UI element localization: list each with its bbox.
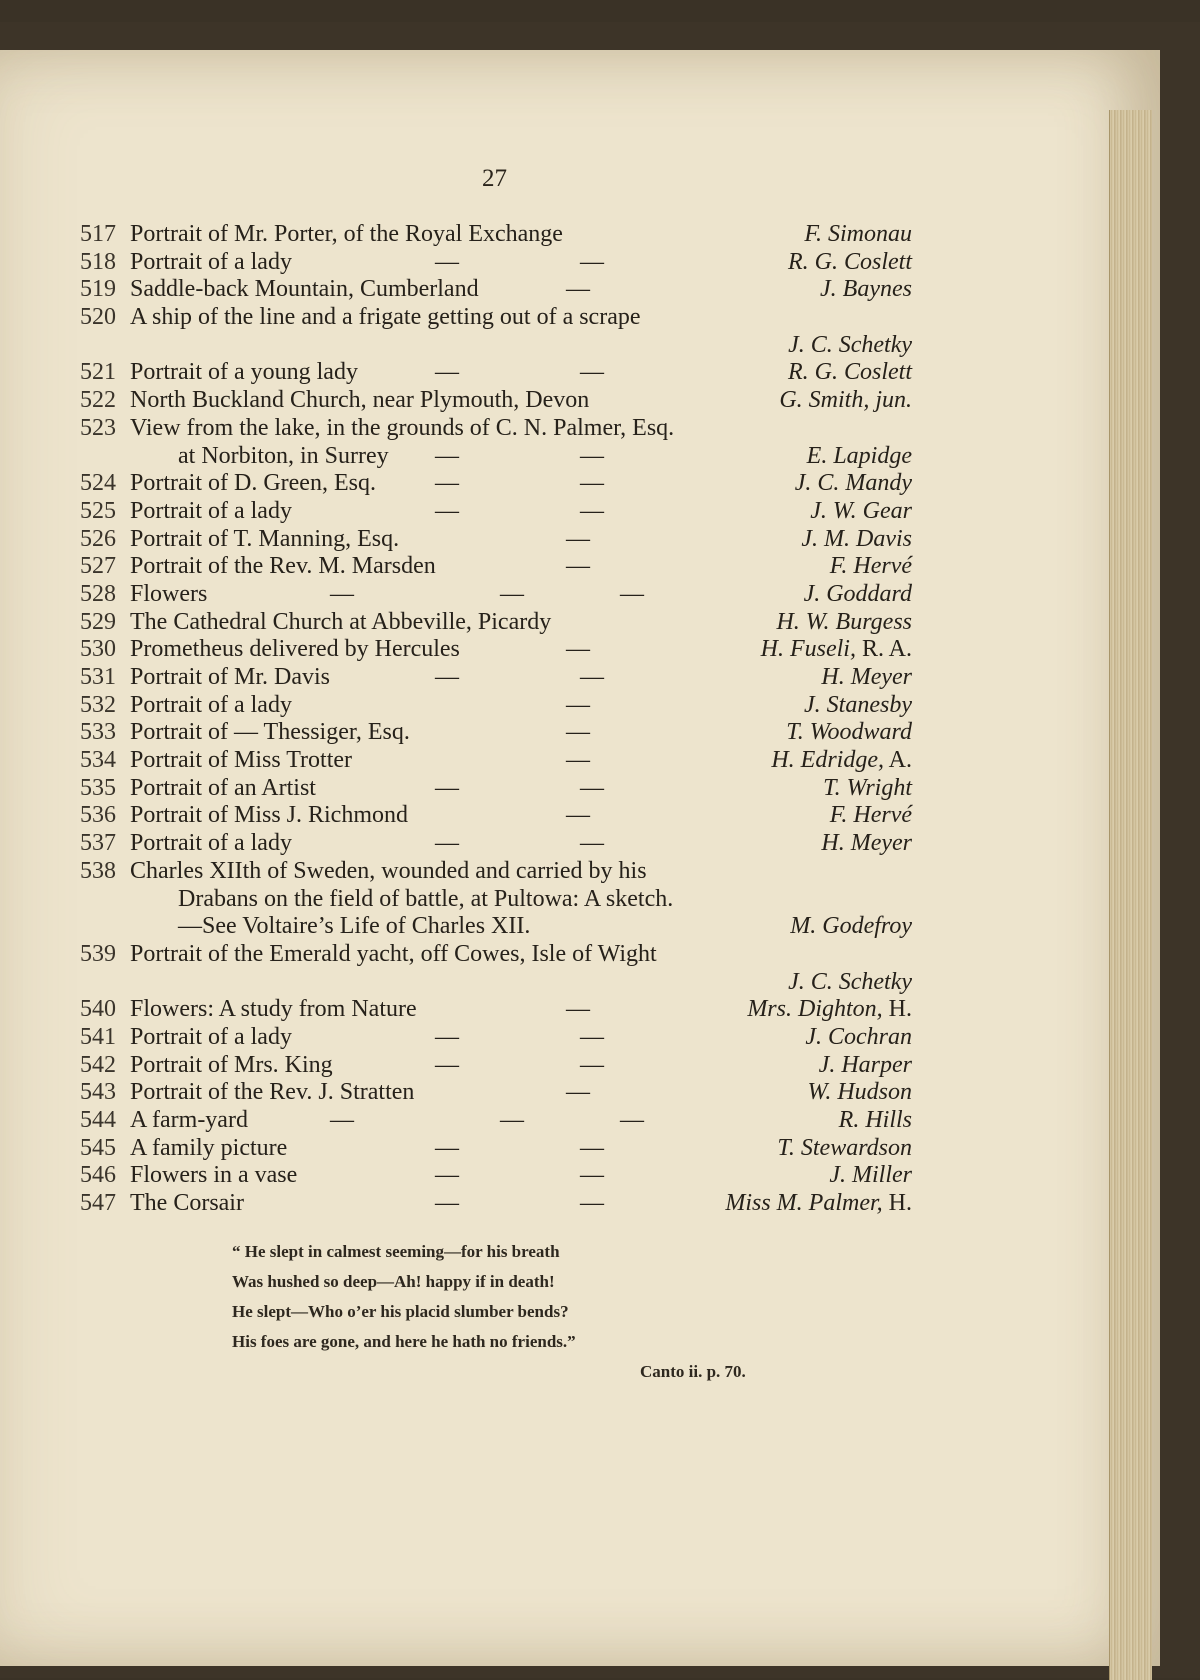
entry-line xyxy=(80,747,912,775)
artist-name-text: Miss M. Palmer, xyxy=(725,1190,883,1217)
entry-number: 518 xyxy=(80,248,116,275)
catalogue-entry xyxy=(80,802,912,830)
entry-line xyxy=(80,941,912,969)
quotation-source: Canto ii. p. 70. xyxy=(640,1362,746,1381)
entry-line xyxy=(80,830,912,858)
catalogue-entry xyxy=(80,1024,912,1052)
leader-dash: — xyxy=(620,1107,644,1133)
entry-number: 543 xyxy=(80,1079,116,1106)
catalogue-entry xyxy=(80,636,912,664)
entry-title: Flowers: A study from Nature xyxy=(130,996,417,1023)
artist-name-text: E. Lapidge xyxy=(806,442,912,469)
artist-name xyxy=(747,996,912,1024)
catalogue-entry xyxy=(80,941,912,996)
catalogue-entry xyxy=(80,858,912,941)
artist-name xyxy=(795,470,912,498)
entry-line xyxy=(80,1190,912,1218)
entry-number: 537 xyxy=(80,830,116,857)
entry-title: Charles XIIth of Sweden, wounded and carried by his xyxy=(130,857,647,884)
artist-name xyxy=(804,221,912,249)
entry-title: North Buckland Church, near Plymouth, Devon xyxy=(130,387,590,414)
catalogue-entry xyxy=(80,359,912,387)
entry-title: Flowers xyxy=(130,580,208,607)
leader-dash: — xyxy=(566,553,590,580)
artist-name xyxy=(821,830,912,858)
artist-name xyxy=(829,1162,912,1190)
leader-dash: — xyxy=(580,1134,604,1161)
leader-dash: — xyxy=(580,664,604,690)
artist-name-text: T. Stewardson xyxy=(777,1134,912,1161)
catalogue-entry xyxy=(80,1135,912,1163)
artist-name-text: M. Godefroy xyxy=(790,913,912,940)
leader-dash: — xyxy=(580,497,604,524)
entry-line xyxy=(80,276,912,304)
catalogue-entry xyxy=(80,221,912,249)
leader-dash: — xyxy=(435,442,459,469)
leader-dash: — xyxy=(435,774,459,801)
artist-name xyxy=(779,387,912,415)
leader-dash: — xyxy=(330,580,354,607)
entry-number: 536 xyxy=(80,802,116,829)
leader-dash: — xyxy=(580,830,604,857)
catalogue-entry xyxy=(80,249,912,277)
entry-number: 519 xyxy=(80,276,116,303)
entry-title: Portrait of a lady xyxy=(130,248,292,275)
catalogue-entry xyxy=(80,830,912,858)
artist-name xyxy=(804,692,912,720)
quote-line: “ He slept in calmest seeming—for his breath xyxy=(232,1242,560,1261)
entry-title: The Cathedral Church at Abbeville, Picardy xyxy=(130,608,552,635)
leader-dash: — xyxy=(500,1107,524,1133)
catalogue-entry xyxy=(80,387,912,415)
entry-number: 531 xyxy=(80,664,116,690)
entry-line xyxy=(80,526,912,554)
entry-line xyxy=(80,913,912,941)
entry-number: 530 xyxy=(80,636,116,663)
artist-title-suffix: R. A. xyxy=(855,636,912,663)
entry-number: 538 xyxy=(80,857,116,884)
entry-number: 541 xyxy=(80,1023,116,1050)
catalogue-entry xyxy=(80,1162,912,1190)
entry-line xyxy=(80,415,912,443)
leader-dash: — xyxy=(566,747,590,774)
entry-number: 527 xyxy=(80,553,116,580)
entry-line xyxy=(80,1107,912,1135)
artist-name-text: J. Stanesby xyxy=(804,691,912,718)
leader-dash: — xyxy=(435,830,459,857)
artist-name-text: T. Woodward xyxy=(786,719,912,746)
entry-title: A farm-yard xyxy=(130,1107,248,1133)
entry-line xyxy=(80,498,912,526)
leader-dash: — xyxy=(566,525,590,552)
entry-title: Saddle-back Mountain, Cumberland xyxy=(130,276,479,303)
entry-title: Portrait of Miss J. Richmond xyxy=(130,802,409,829)
entry-title: The Corsair xyxy=(130,1190,244,1217)
catalogue-entry xyxy=(80,1190,912,1218)
artist-name xyxy=(786,719,912,747)
entry-line xyxy=(80,332,912,360)
catalogue-entry xyxy=(80,553,912,581)
entry-line xyxy=(80,581,912,609)
leader-dash: — xyxy=(580,470,604,497)
entry-title: A ship of the line and a frigate getting out of a scrape xyxy=(130,304,641,331)
entry-line xyxy=(80,304,912,332)
entry-line xyxy=(80,996,912,1024)
page-number: 27 xyxy=(482,165,507,192)
catalogue-entry xyxy=(80,415,912,470)
entry-title: Portrait of a lady xyxy=(130,1023,292,1050)
quote-line: His foes are gone, and here he hath no friends.” xyxy=(232,1332,576,1351)
entry-line xyxy=(80,692,912,720)
entry-title: at Norbiton, in Surrey xyxy=(178,442,389,469)
artist-name xyxy=(761,636,912,664)
entry-number: 520 xyxy=(80,304,116,331)
artist-name xyxy=(771,747,912,775)
page xyxy=(0,50,1160,1666)
artist-name-text: R. G. Coslett xyxy=(788,248,912,275)
artist-name-text: J. C. Schetky xyxy=(788,968,912,995)
artist-name xyxy=(821,664,912,692)
leader-dash: — xyxy=(580,1051,604,1078)
leader-dash: — xyxy=(435,248,459,275)
entry-number: 522 xyxy=(80,387,116,414)
leader-dash: — xyxy=(566,1079,590,1106)
entry-number: 534 xyxy=(80,747,116,774)
entry-number: 545 xyxy=(80,1134,116,1161)
leader-dash: — xyxy=(566,802,590,829)
entry-number: 517 xyxy=(80,221,116,247)
artist-name-text: R. Hills xyxy=(838,1107,912,1133)
entry-number: 546 xyxy=(80,1162,116,1189)
artist-name-text: T. Wright xyxy=(823,774,912,801)
entry-title: Portrait of D. Green, Esq. xyxy=(130,470,376,497)
entry-number: 539 xyxy=(80,940,116,967)
catalogue-entry xyxy=(80,719,912,747)
entry-line xyxy=(80,719,912,747)
leader-dash: — xyxy=(580,248,604,275)
leader-dash: — xyxy=(580,1023,604,1050)
leader-dash: — xyxy=(500,580,524,607)
entry-number: 533 xyxy=(80,719,116,746)
catalogue-entry xyxy=(80,581,912,609)
catalogue-entry xyxy=(80,304,912,359)
book-background xyxy=(0,22,1200,1678)
catalogue-entry xyxy=(80,609,912,637)
artist-name-text: Mrs. Dighton, xyxy=(747,996,883,1023)
entry-line xyxy=(80,609,912,637)
artist-name-text: J. W. Gear xyxy=(810,497,912,524)
artist-name xyxy=(805,1024,912,1052)
entry-title: Portrait of Miss Trotter xyxy=(130,747,353,774)
artist-title-suffix: H. xyxy=(882,996,912,1023)
leader-dash: — xyxy=(580,774,604,801)
entry-number: 523 xyxy=(80,414,116,441)
artist-name xyxy=(777,1135,912,1163)
artist-name xyxy=(807,443,912,471)
catalogue-entry xyxy=(80,1107,912,1135)
leader-dash: — xyxy=(580,359,604,386)
artist-name-text: J. Goddard xyxy=(803,580,912,607)
entry-line xyxy=(80,359,912,387)
artist-name xyxy=(725,1190,912,1218)
entry-line xyxy=(80,802,912,830)
leader-dash: — xyxy=(620,580,644,607)
entry-line xyxy=(80,443,912,471)
entry-line xyxy=(80,1135,912,1163)
artist-name xyxy=(790,913,912,941)
catalogue-entry xyxy=(80,1079,912,1107)
leader-dash: — xyxy=(435,1162,459,1189)
leader-dash: — xyxy=(435,497,459,524)
entry-title: Portrait of Mr. Davis xyxy=(130,664,330,690)
entry-title: Drabans on the field of battle, at Pultowa: A sketch. xyxy=(178,885,674,912)
entry-number: 526 xyxy=(80,525,116,552)
catalogue-entry xyxy=(80,747,912,775)
artist-name-text: H. Edridge, xyxy=(771,747,884,774)
entry-number: 544 xyxy=(80,1107,116,1133)
entry-title: A family picture xyxy=(130,1134,288,1161)
entry-number: 524 xyxy=(80,470,116,497)
entry-title: Portrait of a young lady xyxy=(130,359,358,386)
entry-line xyxy=(80,664,912,692)
leader-dash: — xyxy=(435,1051,459,1078)
entry-title: Portrait of a lady xyxy=(130,497,292,524)
artist-name-text: H. W. Burgess xyxy=(776,608,912,635)
entry-line xyxy=(80,249,912,277)
leader-dash: — xyxy=(566,719,590,746)
entry-title: Portrait of the Rev. M. Marsden xyxy=(130,553,436,580)
artist-name-text: F. Hervé xyxy=(829,553,912,580)
leader-dash: — xyxy=(580,1190,604,1217)
entry-number: 529 xyxy=(80,608,116,635)
artist-name xyxy=(810,498,912,526)
entry-number: 521 xyxy=(80,359,116,386)
catalogue-entry xyxy=(80,276,912,304)
entry-line xyxy=(80,858,912,886)
artist-title-suffix: A. xyxy=(883,747,912,774)
artist-name-text: R. G. Coslett xyxy=(788,359,912,386)
entry-title: Portrait of an Artist xyxy=(130,774,316,801)
artist-name-text: W. Hudson xyxy=(807,1079,912,1106)
catalogue-entry xyxy=(80,775,912,803)
artist-name-text: H. Meyer xyxy=(821,830,912,857)
entry-line xyxy=(80,1052,912,1080)
artist-name xyxy=(830,802,912,830)
artist-name xyxy=(819,1052,912,1080)
entry-number: 535 xyxy=(80,774,116,801)
artist-name xyxy=(804,581,912,609)
catalogue-entry xyxy=(80,664,912,692)
leader-dash: — xyxy=(566,691,590,718)
artist-name-text: J. Baynes xyxy=(820,276,912,303)
artist-name xyxy=(788,359,912,387)
artist-name-text: J. Miller xyxy=(829,1162,912,1189)
catalogue-entry xyxy=(80,498,912,526)
leader-dash: — xyxy=(435,664,459,690)
artist-name-text: J. Cochran xyxy=(805,1023,912,1050)
entry-line xyxy=(80,969,912,997)
entry-title: View from the lake, in the grounds of C. N. Palmer, Esq. xyxy=(130,414,675,441)
quote-line: Was hushed so deep—Ah! happy if in death! xyxy=(232,1272,555,1291)
entry-number: 542 xyxy=(80,1051,116,1078)
catalogue-entry xyxy=(80,470,912,498)
catalogue-entry xyxy=(80,996,912,1024)
entry-line xyxy=(80,470,912,498)
entry-line xyxy=(80,1024,912,1052)
leader-dash: — xyxy=(566,276,590,303)
entry-line xyxy=(80,1079,912,1107)
leader-dash: — xyxy=(435,1023,459,1050)
entry-title: Portrait of T. Manning, Esq. xyxy=(130,525,400,552)
entry-number: 540 xyxy=(80,996,116,1023)
artist-name xyxy=(801,526,912,554)
entry-title: Portrait of — Thessiger, Esq. xyxy=(130,719,410,746)
leader-dash: — xyxy=(435,470,459,497)
entry-title: Flowers in a vase xyxy=(130,1162,298,1189)
entry-title: Portrait of a lady xyxy=(130,691,292,718)
quote-line: He slept—Who o’er his placid slumber bends? xyxy=(232,1302,569,1321)
leader-dash: — xyxy=(330,1107,354,1133)
entry-line xyxy=(80,1162,912,1190)
entry-line xyxy=(80,636,912,664)
leader-dash: — xyxy=(580,1162,604,1189)
entry-line xyxy=(80,387,912,415)
leader-dash: — xyxy=(580,442,604,469)
entry-line xyxy=(80,775,912,803)
entry-title: Portrait of the Rev. J. Stratten xyxy=(130,1079,415,1106)
entry-number: 547 xyxy=(80,1190,116,1217)
quotation xyxy=(232,1237,576,1357)
catalogue-entry xyxy=(80,1052,912,1080)
entry-line xyxy=(80,886,912,914)
leader-dash: — xyxy=(435,359,459,386)
entry-title: Portrait of Mr. Porter, of the Royal Exchange xyxy=(130,221,563,247)
artist-name-text: G. Smith, jun. xyxy=(779,387,912,414)
artist-name xyxy=(820,276,912,304)
entry-title: —See Voltaire’s Life of Charles XII. xyxy=(178,913,531,940)
catalogue-entry xyxy=(80,526,912,554)
leader-dash: — xyxy=(566,636,590,663)
artist-name xyxy=(839,1107,912,1135)
artist-name xyxy=(823,775,912,803)
artist-name-text: J. C. Mandy xyxy=(794,470,912,497)
entry-title: Portrait of Mrs. King xyxy=(130,1051,333,1078)
artist-name xyxy=(776,609,912,637)
leader-dash: — xyxy=(435,1134,459,1161)
artist-name xyxy=(788,332,912,360)
entry-number: 532 xyxy=(80,691,116,718)
leader-dash: — xyxy=(435,1190,459,1217)
entry-line xyxy=(80,553,912,581)
artist-name xyxy=(788,249,912,277)
artist-title-suffix: H. xyxy=(882,1190,912,1217)
artist-name-text: H. Meyer xyxy=(821,664,912,690)
catalogue-entry xyxy=(80,692,912,720)
entry-number: 525 xyxy=(80,497,116,524)
page-edges xyxy=(1109,110,1152,1680)
artist-name-text: J. C. Schetky xyxy=(788,331,912,358)
entry-title: Portrait of the Emerald yacht, off Cowes, Isle of Wight xyxy=(130,940,657,967)
entry-title: Prometheus delivered by Hercules xyxy=(130,636,460,663)
catalogue-entries xyxy=(80,221,912,1218)
artist-name-text: H. Fuseli, xyxy=(760,636,856,663)
entry-number: 528 xyxy=(80,580,116,607)
entry-line xyxy=(80,221,912,249)
artist-name xyxy=(808,1079,912,1107)
artist-name-text: J. Harper xyxy=(818,1051,912,1078)
artist-name-text: F. Simonau xyxy=(804,221,912,247)
entry-title: Portrait of a lady xyxy=(130,830,292,857)
artist-name xyxy=(830,553,912,581)
artist-name-text: J. M. Davis xyxy=(801,525,912,552)
leader-dash: — xyxy=(566,996,590,1023)
artist-name xyxy=(788,969,912,997)
artist-name-text: F. Hervé xyxy=(829,802,912,829)
